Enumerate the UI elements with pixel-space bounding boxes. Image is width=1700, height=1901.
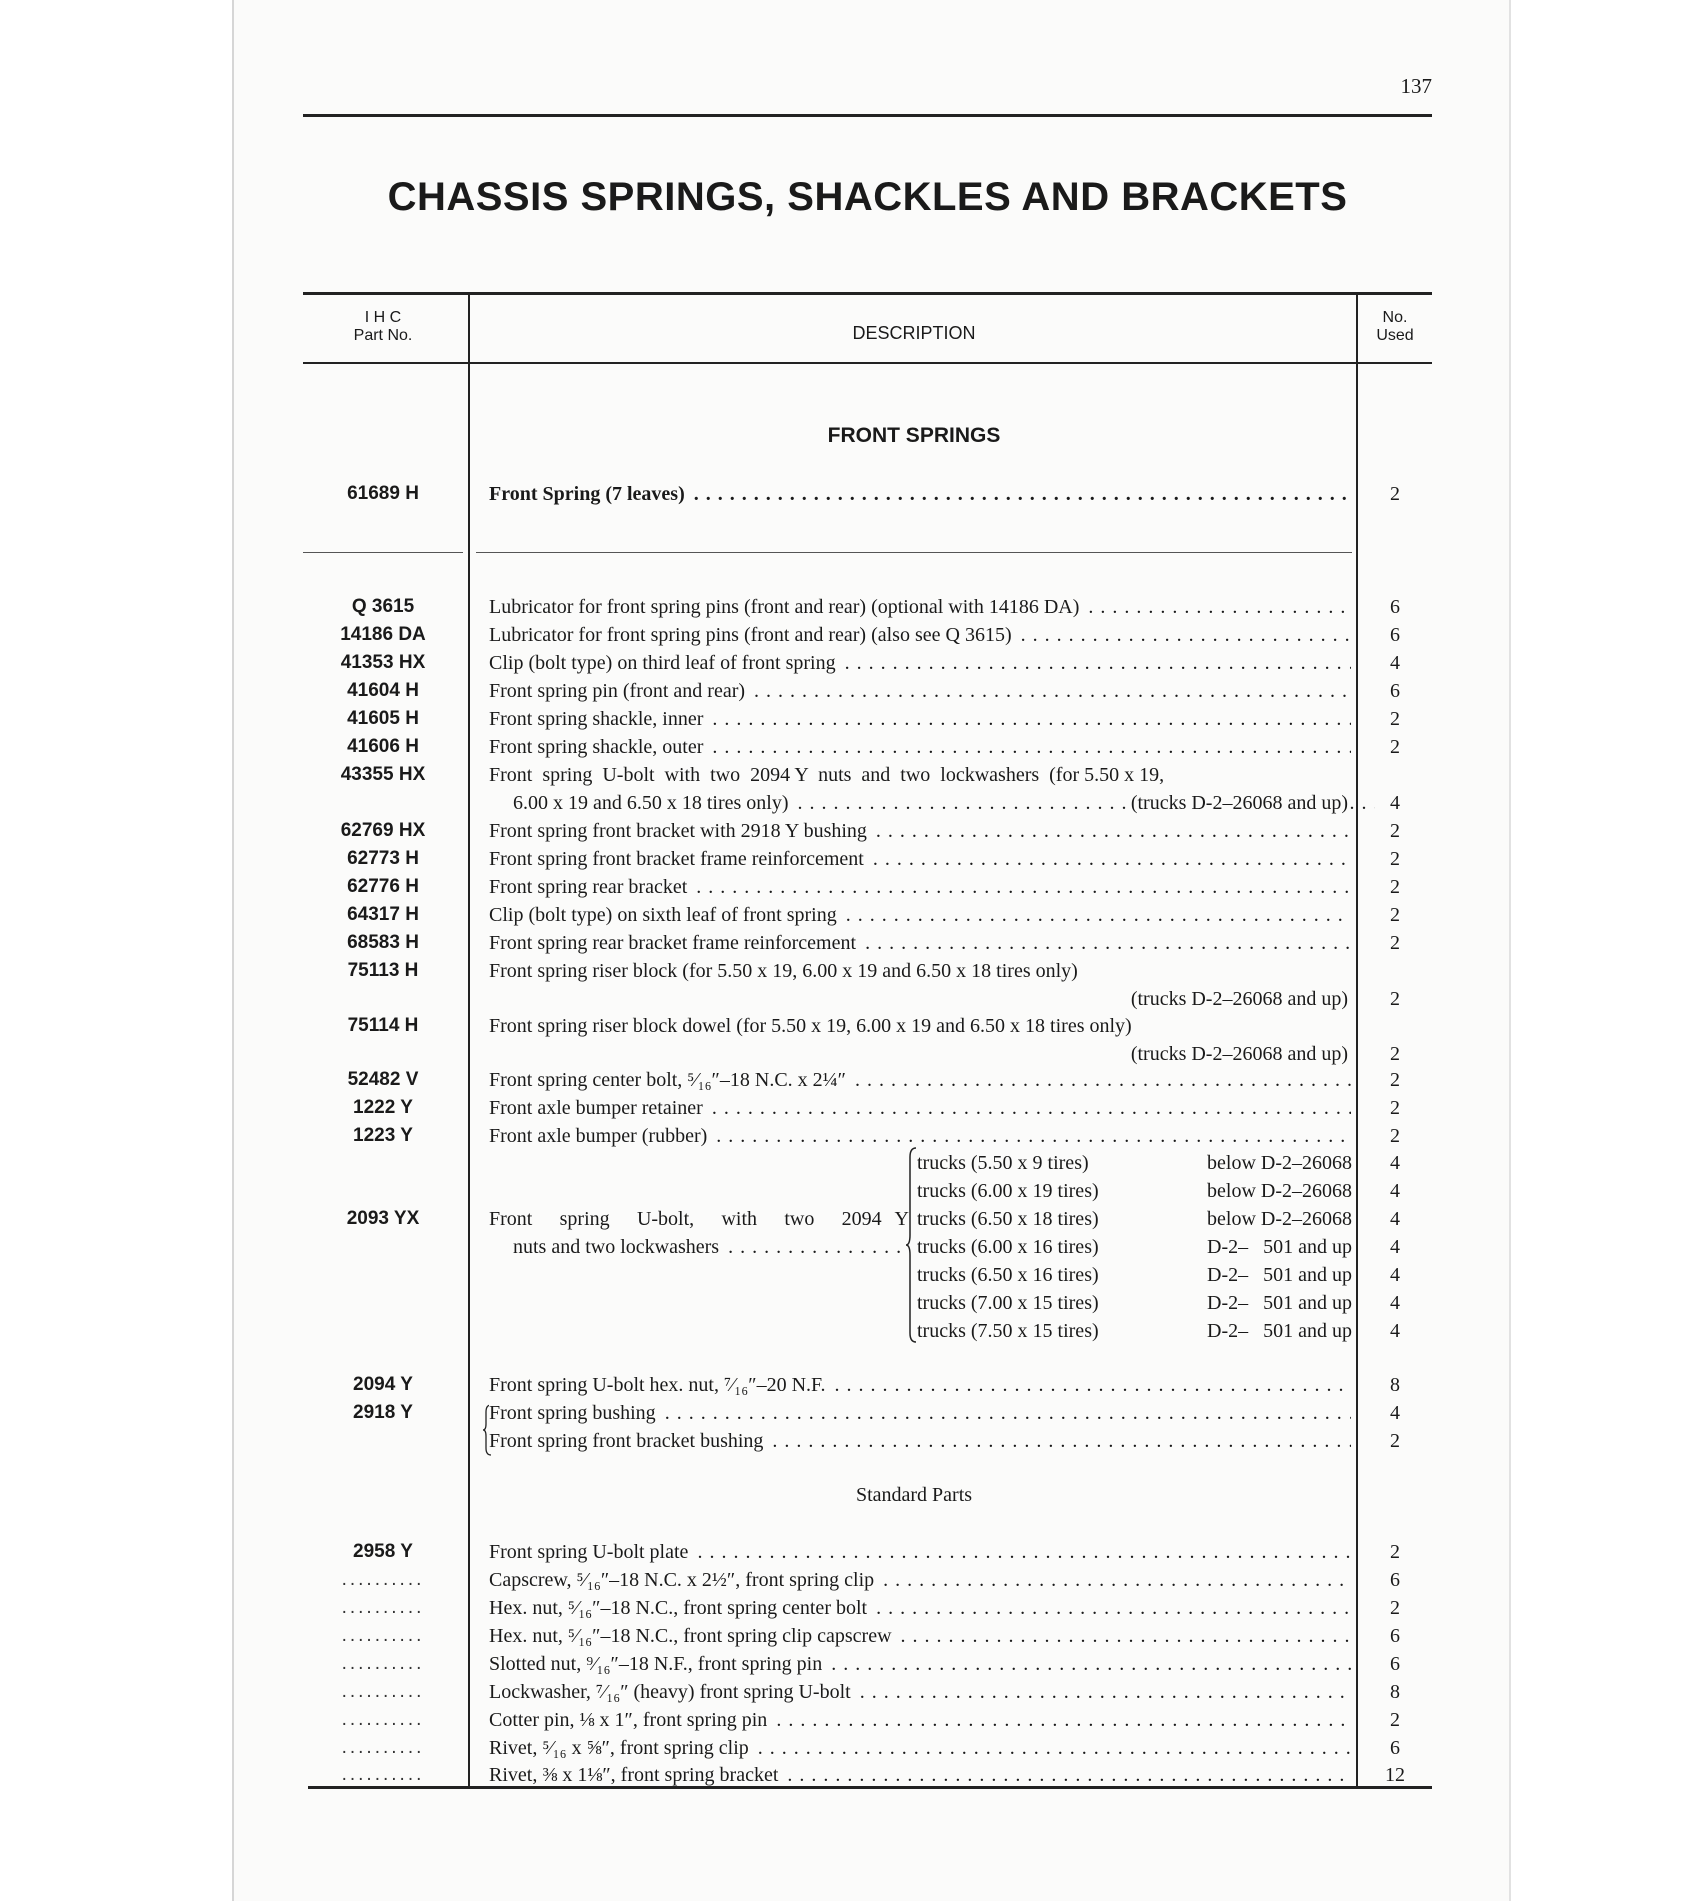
table-row — [303, 705, 1432, 733]
quantity: 4 — [1390, 1320, 1400, 1342]
part-number: .......... — [341, 1625, 425, 1646]
quantity: 2 — [1390, 1069, 1400, 1091]
table-row — [303, 1538, 1432, 1566]
description: Rivet, ⅜ x 1⅛″, front spring bracket . . . — [489, 1761, 1351, 1789]
description: Hex. nut, ⁵⁄₁₆″–18 N.C., front spring center bolt . . . — [489, 1594, 1351, 1622]
quantity: 4 — [1390, 652, 1400, 674]
description: Front spring riser block dowel (for 5.50 x 19, 6.00 x 19 and 6.50 x 18 tires only) — [489, 1015, 1132, 1037]
quantity: 6 — [1390, 680, 1400, 702]
quantity: 4 — [1390, 1292, 1400, 1314]
description: Front Spring (7 leaves) . . . — [489, 480, 1351, 508]
table-row — [303, 761, 1432, 789]
ubolt-variant: trucks (5.50 x 9 tires) below D-2–26068 — [917, 1152, 1352, 1174]
quantity: 6 — [1390, 1737, 1400, 1759]
quantity: 2 — [1390, 1597, 1400, 1619]
ubolt-variant: trucks (6.00 x 19 tires) below D-2–26068 — [917, 1180, 1352, 1202]
part-number: .......... — [341, 1681, 425, 1702]
group-separator — [303, 552, 463, 553]
description: Capscrew, ⁵⁄₁₆″–18 N.C. x 2½″, front spring clip . . . — [489, 1566, 1351, 1594]
part-number: 75113 H — [347, 960, 419, 981]
part-number: 62773 H — [347, 848, 419, 869]
table-row — [303, 873, 1432, 901]
quantity: 2 — [1390, 876, 1400, 898]
table-row — [303, 733, 1432, 761]
quantity: 2 — [1390, 1125, 1400, 1147]
truck-range: (trucks D-2–26068 and up) — [1130, 1043, 1348, 1065]
table-row — [303, 957, 1432, 985]
part-number: 2093 YX — [346, 1208, 420, 1229]
part-number: 61689 H — [347, 483, 419, 504]
description: Rivet, ⁵⁄₁₆ x ⅝″, front spring clip . . . — [489, 1734, 1351, 1762]
quantity: 4 — [1390, 1152, 1400, 1174]
quantity: 2 — [1390, 820, 1400, 842]
quantity: 4 — [1390, 1264, 1400, 1286]
table-row — [303, 1066, 1432, 1094]
table-row — [303, 1566, 1432, 1594]
quantity: 2 — [1390, 1097, 1400, 1119]
part-number: 41606 H — [347, 736, 419, 757]
part-number: .......... — [341, 1653, 425, 1674]
table-row — [303, 1371, 1432, 1399]
quantity: 2 — [1390, 736, 1400, 758]
description: Front spring front bracket bushing . . . — [489, 1427, 1351, 1455]
table-row-continuation — [303, 985, 1432, 1013]
description: Front spring U-bolt plate . . . — [489, 1538, 1351, 1566]
description: Front spring front bracket with 2918 Y bushing . . . — [489, 817, 1351, 845]
description: Slotted nut, ⁹⁄₁₆″–18 N.F., front spring pin . . . — [489, 1650, 1351, 1678]
table-header-bottom-rule — [303, 362, 1432, 364]
quantity: 2 — [1390, 1541, 1400, 1563]
top-rule — [303, 114, 1432, 117]
part-number: .......... — [341, 1569, 425, 1590]
table-row — [303, 845, 1432, 873]
part-number: 43355 HX — [340, 764, 426, 785]
part-number: .......... — [341, 1764, 425, 1785]
quantity: 2 — [1390, 904, 1400, 926]
part-number: 2094 Y — [353, 1374, 413, 1395]
section-title: FRONT SPRINGS — [827, 424, 1001, 447]
table-row — [303, 480, 1432, 508]
table-row — [303, 677, 1432, 705]
table-row — [303, 1734, 1432, 1762]
part-number: 41605 H — [347, 708, 419, 729]
description: Front axle bumper retainer . . . — [489, 1094, 1351, 1122]
page-number: 137 — [1400, 74, 1432, 98]
part-number: 52482 V — [347, 1069, 419, 1090]
part-number: 2918 Y — [353, 1402, 413, 1423]
part-number: .......... — [341, 1737, 425, 1758]
quantity: 2 — [1390, 1430, 1400, 1452]
bottom-rule — [308, 1786, 1432, 1789]
part-number: .......... — [341, 1709, 425, 1730]
description: Lubricator for front spring pins (front and rear) (optional with 14186 DA) . . . — [489, 593, 1351, 621]
quantity: 4 — [1390, 1402, 1400, 1424]
description: Front spring riser block (for 5.50 x 19, 6.00 x 19 and 6.50 x 18 tires only) — [489, 960, 1078, 982]
description: Front spring shackle, outer . . . — [489, 733, 1351, 761]
table-row — [303, 1399, 1432, 1427]
description: Front spring pin (front and rear) . . . — [489, 677, 1351, 705]
part-number: Q 3615 — [351, 596, 415, 617]
quantity: 6 — [1390, 1653, 1400, 1675]
table-row — [303, 1094, 1432, 1122]
table-row — [303, 593, 1432, 621]
quantity: 8 — [1390, 1374, 1400, 1396]
description: Front spring front bracket frame reinforcement . . . — [489, 845, 1351, 873]
quantity: 2 — [1390, 988, 1400, 1010]
quantity: 2 — [1390, 1709, 1400, 1731]
part-number: 62769 HX — [340, 820, 426, 841]
part-number: 1223 Y — [353, 1125, 413, 1146]
description: Front spring rear bracket . . . — [489, 873, 1351, 901]
ubolt-description: Front spring U-bolt, with two 2094 Y nuts and two lockwashers . . . — [489, 1205, 909, 1261]
ubolt-variant: trucks (7.00 x 15 tires) D-2– 501 and up — [917, 1292, 1352, 1314]
table-row — [303, 1427, 1432, 1455]
ubolt-variant: trucks (7.50 x 15 tires) D-2– 501 and up — [917, 1320, 1352, 1342]
table-row-continuation — [303, 789, 1432, 817]
quantity: 4 — [1390, 1236, 1400, 1258]
quantity: 2 — [1390, 848, 1400, 870]
quantity: 6 — [1390, 624, 1400, 646]
page-title: CHASSIS SPRINGS, SHACKLES AND BRACKETS — [387, 175, 1348, 219]
part-number: 62776 H — [347, 876, 419, 897]
ubolt-variant: trucks (6.00 x 16 tires) D-2– 501 and up — [917, 1236, 1352, 1258]
group-separator — [476, 552, 1352, 553]
brace-icon — [905, 1147, 917, 1343]
quantity: 2 — [1390, 932, 1400, 954]
table-row — [303, 1678, 1432, 1706]
part-number: 14186 DA — [340, 624, 426, 645]
quantity: 2 — [1390, 708, 1400, 730]
column-header-no-used: No. Used — [1376, 309, 1414, 344]
quantity: 2 — [1390, 483, 1400, 505]
quantity: 6 — [1390, 1569, 1400, 1591]
quantity: 6 — [1390, 1625, 1400, 1647]
description: Lockwasher, ⁷⁄₁₆″ (heavy) front spring U-bolt . . . — [489, 1678, 1351, 1706]
description: Front spring bushing . . . — [489, 1399, 1351, 1427]
table-header-top-rule — [303, 292, 1432, 295]
part-number: 2958 Y — [353, 1541, 413, 1562]
table-row — [303, 1650, 1432, 1678]
part-number: 68583 H — [347, 932, 419, 953]
table-row — [303, 621, 1432, 649]
table-row — [303, 1761, 1432, 1789]
standard-parts-title: Standard Parts — [855, 1484, 973, 1506]
table-row — [303, 1122, 1432, 1150]
description: Front spring rear bracket frame reinforcement . . . — [489, 929, 1351, 957]
quantity: 2 — [1390, 1043, 1400, 1065]
quantity: 8 — [1390, 1681, 1400, 1703]
table-row — [303, 817, 1432, 845]
quantity: 4 — [1390, 792, 1400, 814]
part-number: .......... — [341, 1597, 425, 1618]
description: Front spring center bolt, ⁵⁄₁₆″–18 N.C. x 2¼″ . . . — [489, 1066, 1351, 1094]
table-row — [303, 649, 1432, 677]
table-row — [303, 901, 1432, 929]
table-row — [303, 1594, 1432, 1622]
description: Front spring shackle, inner . . . — [489, 705, 1351, 733]
truck-range: (trucks D-2–26068 and up) — [1127, 789, 1348, 817]
table-row — [303, 1622, 1432, 1650]
quantity: 12 — [1385, 1764, 1405, 1786]
description: Front spring U-bolt hex. nut, ⁷⁄₁₆″–20 N.F. . . . — [489, 1371, 1351, 1399]
quantity: 4 — [1390, 1208, 1400, 1230]
column-header-part-no: I H C Part No. — [353, 309, 413, 344]
quantity: 4 — [1390, 1180, 1400, 1202]
ubolt-variant: trucks (6.50 x 18 tires) below D-2–26068 — [917, 1208, 1352, 1230]
part-number: 41353 HX — [340, 652, 426, 673]
description: Cotter pin, ⅛ x 1″, front spring pin . . . — [489, 1706, 1351, 1734]
quantity: 6 — [1390, 596, 1400, 618]
table-row — [303, 1706, 1432, 1734]
description: Front axle bumper (rubber) . . . — [489, 1122, 1351, 1150]
part-number: 1222 Y — [353, 1097, 413, 1118]
description: Clip (bolt type) on third leaf of front spring . . . — [489, 649, 1351, 677]
table-row — [303, 929, 1432, 957]
description: Front spring U-bolt with two 2094 Y nuts and two lockwashers (for 5.50 x 19, — [489, 764, 1165, 786]
part-number: 41604 H — [347, 680, 419, 701]
part-number: 64317 H — [347, 904, 419, 925]
truck-range: (trucks D-2–26068 and up) — [1130, 988, 1348, 1010]
description: Clip (bolt type) on sixth leaf of front spring . . . — [489, 901, 1351, 929]
ubolt-variant: trucks (6.50 x 16 tires) D-2– 501 and up — [917, 1264, 1352, 1286]
description: Hex. nut, ⁵⁄₁₆″–18 N.C., front spring clip capscrew . . . — [489, 1622, 1351, 1650]
description: Lubricator for front spring pins (front and rear) (also see Q 3615) . . . — [489, 621, 1351, 649]
table-row — [303, 1012, 1432, 1040]
column-header-description: DESCRIPTION — [852, 323, 976, 343]
table-row-continuation — [303, 1040, 1432, 1068]
part-number: 75114 H — [347, 1015, 419, 1036]
description-continuation: 6.00 x 19 and 6.50 x 18 tires only) . . . — [513, 789, 1375, 817]
